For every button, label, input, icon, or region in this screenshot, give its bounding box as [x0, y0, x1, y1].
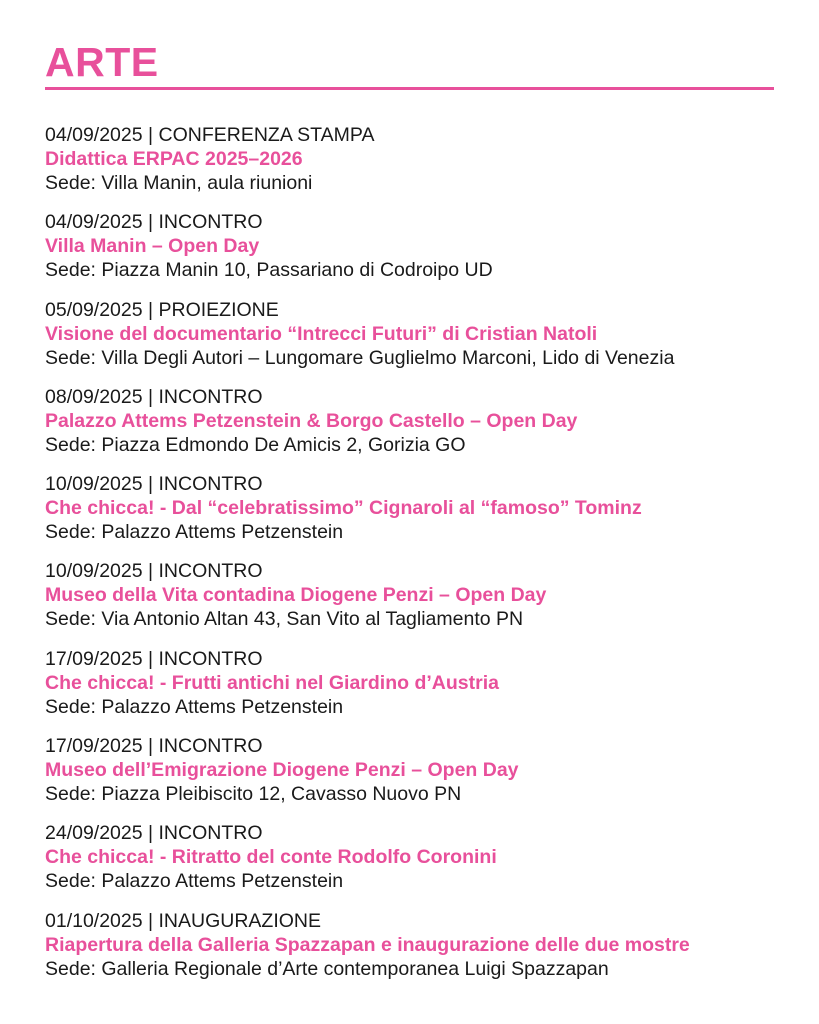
- event-item: [45, 385, 785, 472]
- section-title: ARTE: [45, 39, 159, 85]
- event-date-type: 08/09/2025 | INCONTRO: [45, 385, 263, 408]
- event-venue: Sede: Villa Manin, aula riunioni: [45, 172, 313, 194]
- event-date-type: 17/09/2025 | INCONTRO: [45, 735, 263, 758]
- event-venue: Sede: Via Antonio Altan 43, San Vito al Tagliamento PN: [45, 608, 524, 631]
- event-date-type: 01/10/2025 | INAUGURAZIONE: [45, 909, 322, 932]
- title-divider: [45, 87, 774, 90]
- event-item: [45, 647, 785, 734]
- event-list: [45, 123, 785, 996]
- event-date-type: 05/09/2025 | PROIEZIONE: [45, 298, 279, 321]
- event-date-type: 10/09/2025 | INCONTRO: [45, 560, 263, 583]
- event-title: Che chicca! - Dal “celebratissimo” Cignaroli al “famoso” Tominz: [45, 497, 642, 520]
- event-venue: Sede: Piazza Pleibiscito 12, Cavasso Nuovo PN: [45, 783, 462, 806]
- event-date-type: 04/09/2025 | CONFERENZA STAMPA: [45, 124, 375, 146]
- event-title: Visione del documentario “Intrecci Futuri” di Cristian Natoli: [45, 322, 598, 345]
- event-title: Riapertura della Galleria Spazzapan e inaugurazione delle due mostre: [45, 933, 690, 956]
- event-venue: Sede: Galleria Regionale d’Arte contemporanea Luigi Spazzapan: [45, 957, 609, 980]
- event-item: [45, 298, 785, 385]
- event-title: Museo della Vita contadina Diogene Penzi – Open Day: [45, 584, 547, 607]
- event-date-type: 04/09/2025 | INCONTRO: [45, 211, 263, 234]
- event-item: [45, 123, 785, 210]
- event-date-type: 24/09/2025 | INCONTRO: [45, 822, 263, 845]
- event-title: Didattica ERPAC 2025–2026: [45, 148, 303, 170]
- event-date-type: 17/09/2025 | INCONTRO: [45, 647, 263, 670]
- event-item: [45, 559, 785, 646]
- event-title: Museo dell’Emigrazione Diogene Penzi – Open Day: [45, 759, 519, 782]
- event-venue: Sede: Villa Degli Autori – Lungomare Guglielmo Marconi, Lido di Venezia: [45, 346, 675, 369]
- event-item: [45, 472, 785, 559]
- event-venue: Sede: Palazzo Attems Petzenstein: [45, 695, 344, 718]
- event-item: [45, 210, 785, 297]
- event-item: [45, 821, 785, 908]
- event-title: Palazzo Attems Petzenstein & Borgo Castello – Open Day: [45, 409, 578, 432]
- event-venue: Sede: Palazzo Attems Petzenstein: [45, 521, 344, 544]
- event-title: Che chicca! - Ritratto del conte Rodolfo Coronini: [45, 846, 497, 869]
- event-venue: Sede: Palazzo Attems Petzenstein: [45, 870, 344, 893]
- event-title: Che chicca! - Frutti antichi nel Giardino d’Austria: [45, 671, 499, 694]
- event-item: [45, 734, 785, 821]
- event-item: [45, 909, 785, 996]
- event-venue: Sede: Piazza Edmondo De Amicis 2, Gorizia GO: [45, 433, 466, 456]
- event-venue: Sede: Piazza Manin 10, Passariano di Codroipo UD: [45, 259, 493, 282]
- event-title: Villa Manin – Open Day: [45, 235, 260, 258]
- event-date-type: 10/09/2025 | INCONTRO: [45, 473, 263, 496]
